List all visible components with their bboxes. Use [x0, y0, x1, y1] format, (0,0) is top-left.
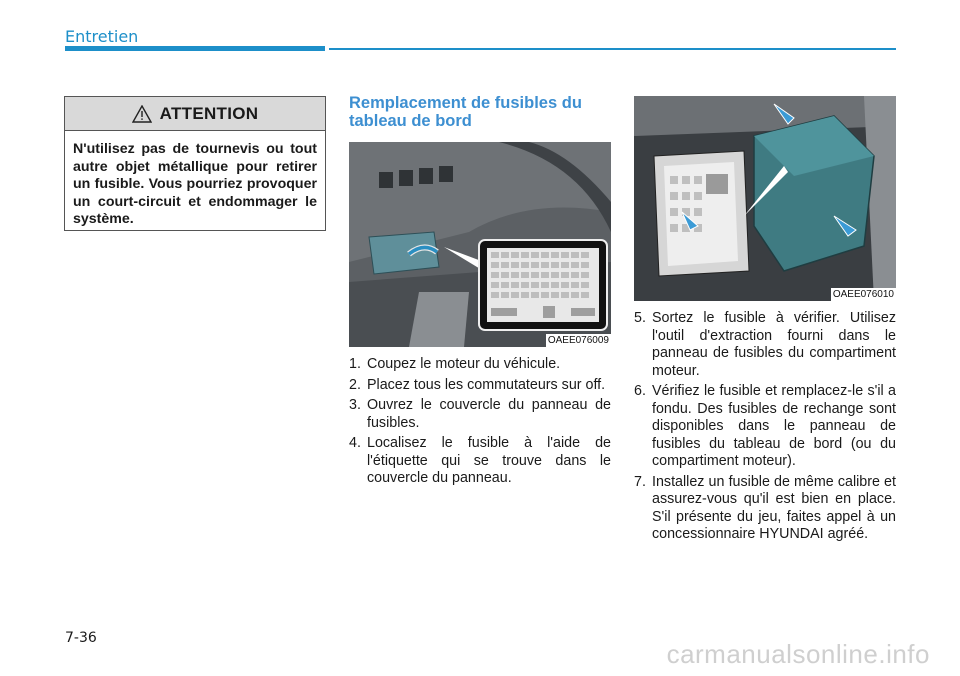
attention-title: ATTENTION	[159, 103, 259, 123]
figure-engine-fuse-box	[634, 96, 896, 301]
page-number: 7-36	[65, 630, 97, 646]
figure-caption-2: OAEE076010	[832, 289, 894, 300]
warning-triangle-icon	[132, 105, 152, 123]
dashboard-illustration	[349, 142, 611, 347]
list-item: 4. Localisez le fusible à l'aide de l'étiquette qui se trouve dans le couvercle du panneau.	[349, 435, 611, 486]
section-title: Remplacement de fusibles du tableau de bord	[349, 94, 582, 130]
steps-list-left	[349, 356, 611, 491]
header-bar-thick	[65, 46, 325, 51]
header-section-title: Entretien	[65, 27, 139, 46]
list-item: 6. Vérifiez le fusible et remplacez-le s'il a fondu. Des fusibles de rechange sont disponibles dans le panneau de fusibles du tableau de bord (ou du compartiment moteur).	[634, 383, 896, 469]
figure-dashboard-fuse-panel	[349, 142, 611, 347]
list-item: 3. Ouvrez le couvercle du panneau de fusibles.	[349, 397, 611, 431]
steps-list-right	[634, 310, 896, 547]
attention-box	[64, 96, 326, 231]
figure-caption-1: OAEE076009	[547, 335, 609, 346]
list-item: 2. Placez tous les commutateurs sur off.	[349, 376, 606, 393]
watermark: carmanualsonline.info	[666, 639, 930, 669]
list-item: 7. Installez un fusible de même calibre et assurez-vous qu'il est bien en place. S'il présente du jeu, faites appel à un concessionnaire HYUNDAI agréé.	[634, 473, 896, 542]
list-item: 1. Coupez le moteur du véhicule.	[349, 356, 561, 372]
engine-compartment-illustration	[634, 96, 896, 301]
attention-text: N'utilisez pas de tournevis ou tout autre objet métallique pour retirer un fusible. Vous pourriez provoquer un court-circuit et endommager le système.	[73, 141, 317, 227]
attention-header	[65, 97, 325, 131]
header-bar-thin	[329, 48, 896, 50]
list-item: 5. Sortez le fusible à vérifier. Utilisez l'outil d'extraction fourni dans le panneau de fusibles du compartiment moteur.	[634, 310, 896, 379]
